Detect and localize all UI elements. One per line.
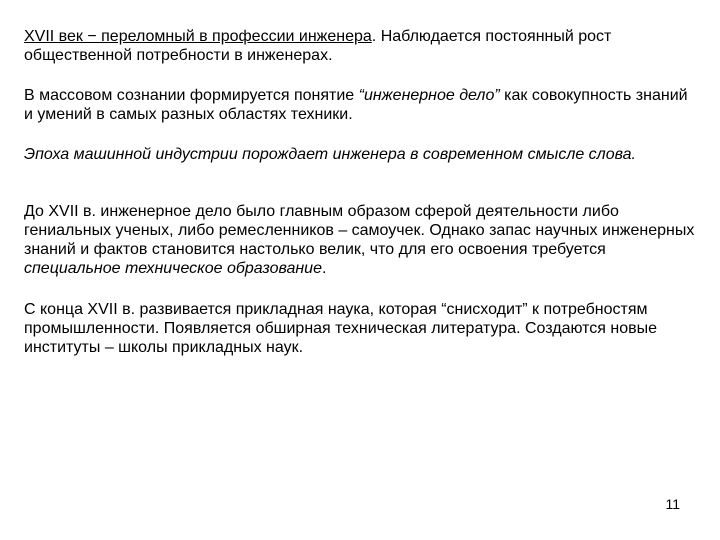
paragraph-text: В массовом сознании формируется понятие (24, 87, 359, 104)
italic-term: специальное техническое образование (24, 260, 322, 277)
underlined-heading-text: XVII век − переломный в профессии инженера (24, 28, 372, 45)
paragraph-text: До XVII в. инженерное дело было главным образом сферой деятельности либо гениальных ученых, либо ремесленников – самоучек. Однако запас научных инженерных знаний и фактов становится настолько велик, что для его освоения требуется (24, 203, 695, 258)
italic-term: “инженерное дело” (358, 87, 500, 104)
paragraph-text: . (321, 260, 327, 277)
paragraph-engineering-turning-point (24, 27, 700, 65)
paragraph-text: . Наблюдается постоянный рост общественной потребности в инженерах. (24, 28, 612, 64)
page-number: 11 (665, 496, 680, 512)
paragraph-applied-science: С конца XVII в. развивается прикладная наука, которая “снисходит” к потребностям промышленности. Появляется обширная техническая литература. Создаются новые институты – школы прикладных наук. (24, 301, 658, 356)
paragraph-before-xvii (24, 202, 700, 278)
paragraph-engineering-concept (24, 86, 700, 124)
paragraph-text: как совокупность знаний и умений в самых разных областях техники. (24, 87, 688, 123)
paragraph-machine-industry: Эпоха машинной индустрии порождает инженера в современном смысле слова. (24, 146, 636, 163)
